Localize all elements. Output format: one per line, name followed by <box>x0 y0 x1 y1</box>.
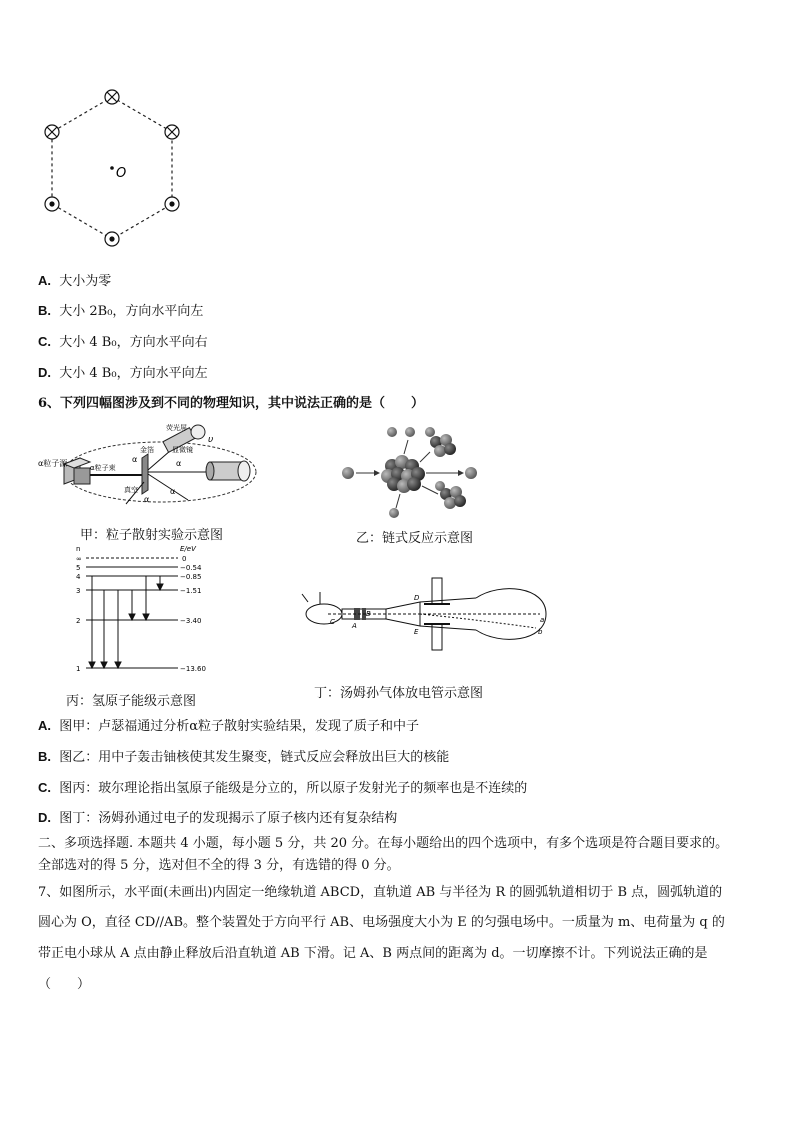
q5-option-c: C. 大小 4 B₀，方向水平向右 <box>38 334 208 350</box>
figure-alpha-scattering <box>38 422 268 518</box>
label-alpha-3: α <box>170 487 176 496</box>
label-foil: 金箔 <box>140 446 154 454</box>
tube-label-a: A <box>352 622 357 630</box>
level-e-1: −13.60 <box>180 665 206 673</box>
wire-out-of-page-lower-left <box>45 197 59 211</box>
n-header: n <box>76 545 81 553</box>
center-point <box>110 166 114 170</box>
level-e-inf: 0 <box>182 555 187 563</box>
level-n-5: 5 <box>76 564 81 572</box>
fragment-lower <box>440 486 466 509</box>
fragment-upper <box>430 434 456 457</box>
tube-label-d: D <box>414 594 420 602</box>
label-alpha-1: α <box>132 455 138 464</box>
figure-thomson-tube <box>300 572 550 658</box>
caption-yi: 乙：链式反应示意图 <box>356 531 474 546</box>
e-header: E/eV <box>180 545 196 553</box>
wire-into-page-top <box>105 90 119 104</box>
tube-label-a-small: a <box>540 616 545 624</box>
label-microscope: 显微镜 <box>172 446 193 454</box>
label-alpha-2: α <box>176 459 182 468</box>
figure-chain-reaction <box>334 424 484 518</box>
level-n-inf: ∞ <box>76 555 82 563</box>
q5-option-b: B. 大小 2B₀，方向水平向左 <box>38 303 204 319</box>
figure-hydrogen-levels <box>74 542 224 676</box>
wire-into-page-upper-left <box>45 125 59 139</box>
q6-option-c: C. 图丙：玻尔理论指出氢原子能级是分立的，所以原子发射光子的频率也是不连续的 <box>38 780 528 796</box>
section2-line1: 二、多项选择题. 本题共 4 小题，每小题 5 分，共 20 分。在每小题给出的四个选项中，有多个选项是符合题目要求的。 <box>38 836 729 851</box>
level-e-3: −1.51 <box>180 587 202 595</box>
center-label: O <box>116 166 127 181</box>
q7-line3: 带正电小球从 A 点由静止释放后沿直轨道 AB 下滑。记 A、B 两点间的距离为 d。一切摩擦不计。下列说法正确的是 <box>38 946 708 961</box>
level-n-1: 1 <box>76 665 81 673</box>
wire-into-page-upper-right <box>165 125 179 139</box>
level-e-5: −0.54 <box>180 564 202 572</box>
q6-stem: 6、下列四幅图涉及到不同的物理知识，其中说法正确的是（ ） <box>38 396 425 411</box>
q7-line2: 圆心为 O，直径 CD//AB。整个装置处于方向平行 AB、电场强度大小为 E 的匀强电场中。一质量为 m、电荷量为 q 的 <box>38 915 725 930</box>
label-v: υ <box>208 435 214 445</box>
q6-option-a: A. 图甲：卢瑟福通过分析α粒子散射实验结果，发现了质子和中子 <box>38 718 420 734</box>
level-n-3: 3 <box>76 587 81 595</box>
label-alpha-source: α粒子源 <box>38 459 68 468</box>
tube-label-e: E <box>414 628 419 636</box>
caption-bing: 丙：氢原子能级示意图 <box>66 694 197 709</box>
q5-option-d: D. 大小 4 B₀，方向水平向左 <box>38 365 208 381</box>
caption-ding: 丁：汤姆孙气体放电管示意图 <box>314 686 484 701</box>
level-e-4: −0.85 <box>180 573 202 581</box>
label-screen: 荧光屏 <box>166 424 187 432</box>
tube-label-c: C <box>330 618 335 626</box>
q7-line1: 7、如图所示，水平面(未画出)内固定一绝缘轨道 ABCD，直轨道 AB 与半径为 R 的圆弧轨道相切于 B 点，圆弧轨道的 <box>38 885 723 900</box>
section2-line2: 全部选对的得 5 分，选对但不全的得 3 分，有选错的得 0 分。 <box>38 858 400 873</box>
caption-jia: 甲：粒子散射实验示意图 <box>80 528 224 543</box>
tube-label-b-small: b <box>538 628 543 636</box>
level-n-2: 2 <box>76 617 81 625</box>
q6-option-b: B. 图乙：用中子轰击铀核使其发生聚变，链式反应会释放出巨大的核能 <box>38 749 450 765</box>
tube-label-b: B <box>366 610 371 618</box>
level-n-4: 4 <box>76 573 81 581</box>
q6-option-d: D. 图丁：汤姆孙通过电子的发现揭示了原子核内还有复杂结构 <box>38 810 398 826</box>
label-alpha-4: α <box>144 495 150 504</box>
uranium-nucleus <box>381 455 425 493</box>
label-vacuum: 真空 <box>124 486 138 494</box>
label-alpha-beam: α粒子束 <box>90 464 116 472</box>
wire-out-of-page-lower-right <box>165 197 179 211</box>
level-e-2: −3.40 <box>180 617 202 625</box>
q5-option-a: A. 大小为零 <box>38 273 112 289</box>
q7-line4: （ ） <box>38 977 91 992</box>
wire-out-of-page-bottom <box>105 232 119 246</box>
hexagon-wire-figure <box>30 85 200 255</box>
